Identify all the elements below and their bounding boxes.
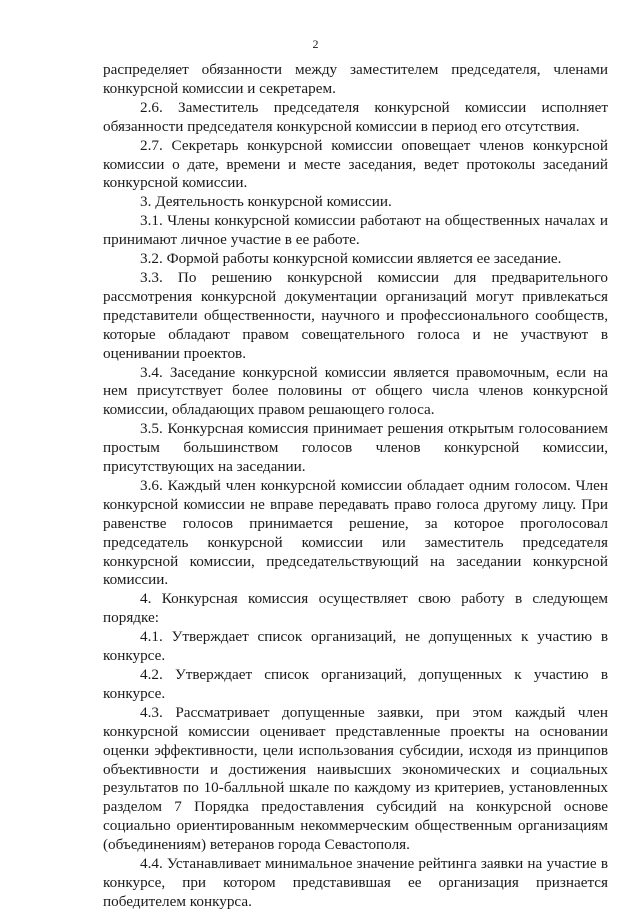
paragraph-2-7: 2.7. Секретарь конкурсной комиссии оповещает членов конкурсной комиссии о дате, времени и месте заседания, ведет протоколы заседаний конкурсной комиссии. <box>103 136 608 192</box>
paragraph-4-1: 4.1. Утверждает список организаций, не допущенных к участию в конкурсе. <box>103 628 608 665</box>
document-body <box>103 61 608 912</box>
paragraph-3-6: 3.6. Каждый член конкурсной комиссии обладает одним голосом. Член конкурсной комиссии не вправе передавать право голоса другому лицу. При равенстве голосов принимается решение, за которое проголосовал председатель конкурсной комиссии или заместитель председателя конкурсной комиссии, председательствующий на заседании конкурсной комиссии. <box>103 476 608 589</box>
paragraph-4-4: 4.4. Устанавливает минимальное значение рейтинга заявки на участие в конкурсе, при котором представившая ее организация признается победителем конкурса. <box>103 855 608 910</box>
paragraph-3-3: 3.3. По решению конкурсной комиссии для предварительного рассмотрения конкурсной документации организаций могут привлекаться представители общественности, научного и профессионального сообществ, которые обладают правом совещательного голоса и не участвуют в оценивании проектов. <box>103 268 608 362</box>
section-heading-4: 4. Конкурсная комиссия осуществляет свою работу в следующем порядке: <box>103 590 608 627</box>
paragraph-3-2: 3.2. Формой работы конкурсной комиссии является ее заседание. <box>140 250 562 268</box>
paragraph-continuation: распределяет обязанности между заместителем председателя, членами конкурсной комиссии и секретарем. <box>103 61 608 97</box>
paragraph-3-5: 3.5. Конкурсная комиссия принимает решения открытым голосованием простым большинством голосов членов конкурсной комиссии, присутствующих на заседании. <box>103 420 608 476</box>
paragraph-2-6: 2.6. Заместитель председателя конкурсной комиссии исполняет обязанности председателя конкурсной комиссии в период его отсутствия. <box>103 98 608 135</box>
section-heading-3: 3. Деятельность конкурсной комиссии. <box>140 193 392 211</box>
paragraph-4-3: 4.3. Рассматривает допущенные заявки, при этом каждый член конкурсной комиссии оценивает представленные проекты на основании оценки эффективности, цели использования субсидии, исходя из принципов объективности и достижения наивысших экономических и социальных результатов по 10-балльной шкале по каждому из критериев, установленных разделом 7 Порядка предоставления субсидий на конкурсной основе социально ориентированным некоммерческим общественным организациям (объединениям) ветеранов города Севастополя. <box>103 703 608 854</box>
page-number: 2 <box>312 37 319 51</box>
paragraph-3-4: 3.4. Заседание конкурсной комиссии является правомочным, если на нем присутствует более половины от общего числа членов конкурсной комиссии, обладающих правом решающего голоса. <box>103 363 608 419</box>
paragraph-4-2: 4.2. Утверждает список организаций, допущенных к участию в конкурсе. <box>103 666 608 702</box>
paragraph-3-1: 3.1. Члены конкурсной комиссии работают на общественных началах и принимают личное участие в ее работе. <box>103 212 608 249</box>
